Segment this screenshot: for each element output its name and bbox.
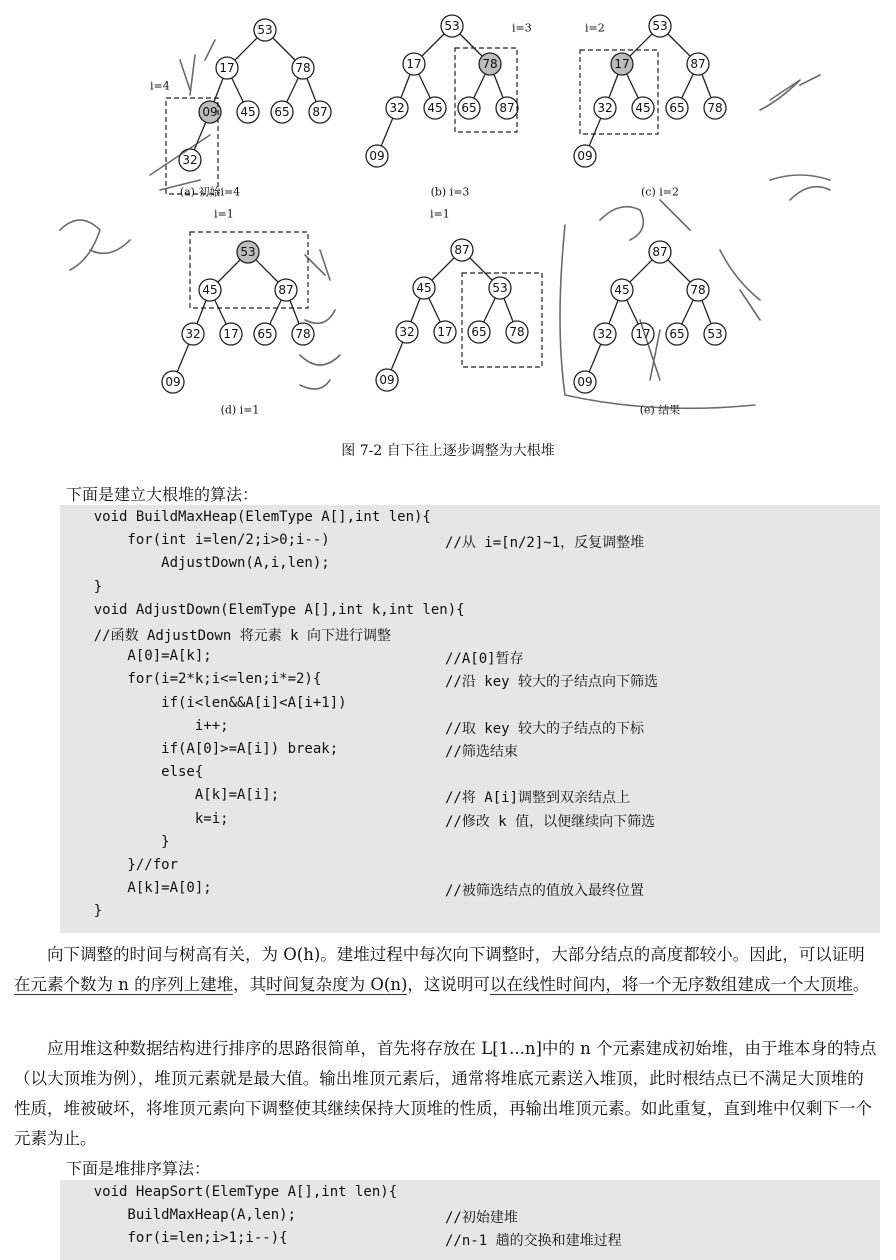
tree-node-value: 45 [416,281,432,295]
tree-node-value: 45 [427,101,443,115]
code-line: i++; [60,717,229,734]
tree-node-value: 09 [577,149,593,163]
paragraph-heap-sort-idea: 应用堆这种数据结构进行排序的思路很简单，首先将存放在 L[1...n]中的 n 个元素建成初始堆，由于堆本身的特点（以大顶堆为例），堆顶元素就是最大值。输出堆顶元素后，通常将堆底元素送入堆顶，此时根结点已不满足大顶堆的性质，堆被破坏，将堆顶元素向下调整使其继续保持大顶堆的性质，再输出堆顶元素。如此重复，直到堆中仅剩下一个元素为止。 [14,1039,877,1148]
tree-node-value: 17 [437,325,453,339]
tree-node-value: 53 [257,23,273,37]
tree-node-value: 32 [185,327,201,341]
tree-node-value: 65 [274,105,290,119]
code-line: for(i=len;i>1;i--){ [60,1230,288,1246]
tree-node-value: 45 [240,105,256,119]
code-comment: //从 i=[n/2]~1，反复调整堆 [445,535,645,552]
build-heap-intro: 下面是建立大根堆的算法： [66,485,259,504]
tree-caption: (a) 初始i=4 [179,185,241,199]
tree-node-value: 17 [406,57,422,71]
code-line: else{ [60,764,204,781]
heap-tree [574,241,726,417]
heap-tree [162,208,314,417]
code-comment: //筛选结束 [445,744,518,760]
code-line: BuildMaxHeap(A,len); [60,1207,297,1223]
handwritten-annotations [60,40,830,408]
code-line: } [60,833,170,850]
code-line: A[0]=A[k]; [60,648,212,665]
tree-node-value: 78 [295,327,311,341]
heap-tree [574,15,726,199]
tree-node-value: 09 [165,375,181,389]
tree-node-value: 78 [707,101,723,115]
code-line: for(i=2*k;i<=len;i*=2){ [60,671,322,688]
code-comment: //修改 k 值，以便继续向下筛选 [445,813,656,830]
tree-node-value: 53 [707,327,723,341]
tree-node-value: 78 [482,57,498,71]
code-line: } [60,578,103,595]
code-block-build-heap [60,505,880,933]
tree-node-value: 17 [614,57,630,71]
code-line: AdjustDown(A,i,len); [60,555,330,572]
tree-node-value: 78 [690,283,706,297]
tree-node-value: 32 [597,101,613,115]
i-label: i=1 [430,207,450,221]
code-comment: //初始建堆 [445,1210,518,1226]
tree-node-value: 45 [635,101,651,115]
code-comment: //将 A[i]调整到双亲结点上 [445,790,631,807]
heap-tree [150,19,331,199]
code-comment: //沿 key 较大的子结点向下筛选 [445,674,659,691]
code-line: if(A[0]>=A[i]) break; [60,741,339,757]
tree-caption: (b) i=3 [430,185,470,199]
tree-caption: (e) 结果 [639,403,681,417]
code-line: k=i; [60,810,229,827]
tree-caption: (c) i=2 [641,185,679,199]
paragraph-time-complexity: 向下调整的时间与树高有关，为 O(h)。建堆过程中每次向下调整时，大部分结点的高度都较小。因此，可以证明在元素个数为 n 的序列上建堆，其时间复杂度为 O(n)，这说明可以在线性时间内，将一个无序数组建成一个大顶堆。 [14,945,870,994]
tree-node-value: 87 [499,101,515,115]
tree-node-value: 87 [312,105,328,119]
code-line: //函数 AdjustDown 将元素 k 向下进行调整 [60,628,392,644]
code-comment: //被筛选结点的值放入最终位置 [445,883,644,900]
heap-tree [366,15,532,199]
tree-node-value: 17 [219,61,235,75]
tree-caption: (d) i=1 [220,403,260,417]
tree-node-value: 45 [614,283,630,297]
tree-node-value: 45 [202,283,218,297]
tree-node-value: 65 [461,101,477,115]
tree-node-value: 32 [399,325,415,339]
tree-node-value: 53 [240,245,256,259]
figure-caption: 图 7-2 自下往上逐步调整为大根堆 [341,443,555,459]
code-line: void BuildMaxHeap(ElemType A[],int len){ [60,509,431,525]
code-line: void AdjustDown(ElemType A[],int k,int len){ [60,601,465,618]
code-line: A[k]=A[i]; [60,787,280,804]
tree-node-value: 65 [471,325,487,339]
tree-node-value: 78 [509,325,525,339]
code-line: }//for [60,857,179,873]
tree-node-value: 17 [635,327,651,341]
tree-node-value: 53 [444,19,460,33]
tree-node-value: 09 [202,105,218,119]
tree-node-value: 87 [278,283,294,297]
tree-node-value: 87 [454,243,470,257]
tree-node-value: 09 [379,373,395,387]
heap-figure [0,0,896,440]
i-label: i=1 [214,207,234,221]
tree-node-value: 09 [577,375,593,389]
tree-node-value: 53 [652,19,668,33]
code-line: A[k]=A[0]; [60,880,212,897]
tree-node-value: 32 [389,101,405,115]
tree-node-value: 53 [492,281,508,295]
tree-node-value: 17 [223,327,239,341]
tree-node-value: 65 [669,327,685,341]
heap-sort-intro: 下面是堆排序算法： [66,1159,211,1178]
i-label: i=3 [512,21,532,35]
code-line: } [60,903,103,920]
heap-tree [376,208,542,392]
tree-node-value: 87 [690,57,706,71]
i-label: i=4 [150,79,170,93]
tree-node-value: 32 [597,327,613,341]
tree-node-value: 65 [257,327,273,341]
code-comment: //A[0]暂存 [445,651,524,668]
code-line: void HeapSort(ElemType A[],int len){ [60,1184,398,1200]
code-block-heap-sort [60,1180,880,1260]
code-line: for(int i=len/2;i>0;i--) [60,532,330,549]
tree-node-value: 87 [652,245,668,259]
tree-node-value: 78 [295,61,311,75]
code-line: if(i<len&&A[i]<A[i+1]) [60,694,347,711]
i-label: i=2 [585,21,605,35]
tree-node-value: 32 [182,153,198,167]
tree-node-value: 65 [669,101,685,115]
code-comment: //n-1 趟的交换和建堆过程 [445,1233,622,1249]
code-comment: //取 key 较大的子结点的下标 [445,720,645,737]
tree-node-value: 09 [369,149,385,163]
